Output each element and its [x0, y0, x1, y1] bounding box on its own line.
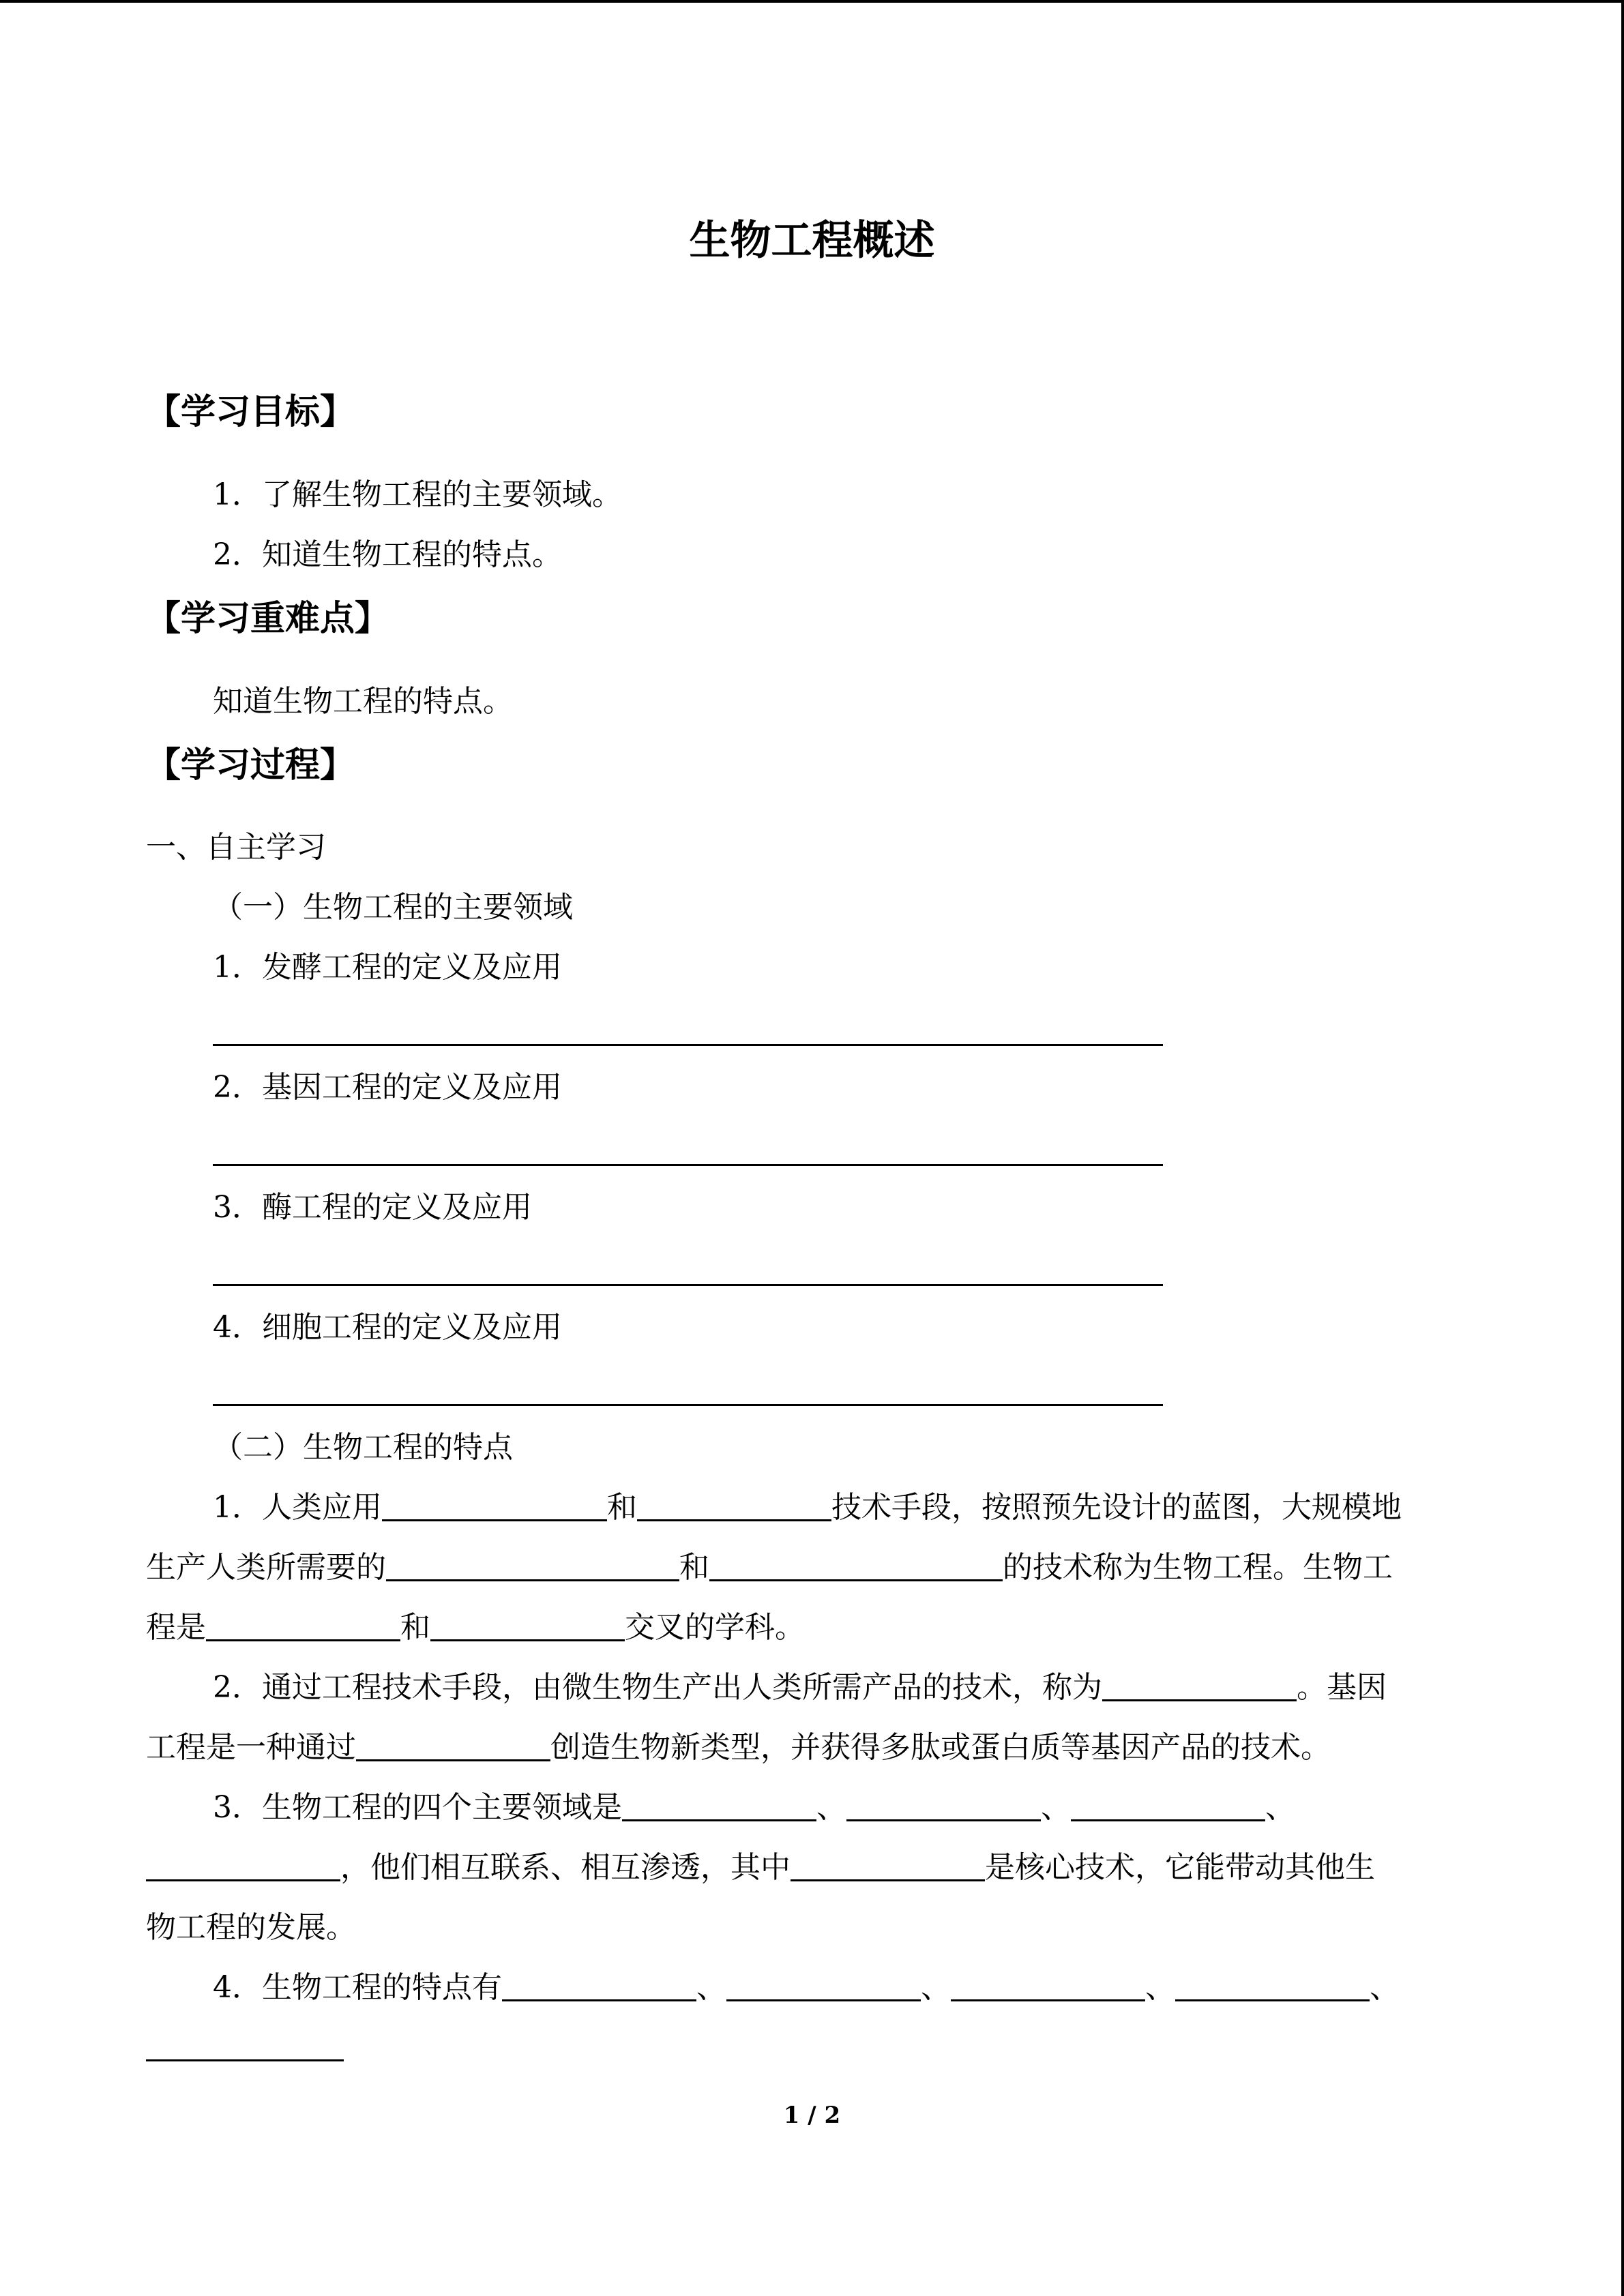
field-item-2: 2．基因工程的定义及应用	[213, 1070, 562, 1105]
question-3-line-3: 物工程的发展。	[146, 1910, 356, 1945]
page-border-right	[1621, 0, 1624, 2296]
question-1-line-3: 程是 和 交叉的学科。	[146, 1610, 805, 1645]
blank[interactable]	[206, 1609, 400, 1641]
blank[interactable]	[726, 1969, 921, 2001]
heading-objectives: 【学习目标】	[146, 392, 355, 432]
blank[interactable]	[637, 1489, 831, 1521]
field-item-4: 4．细胞工程的定义及应用	[213, 1310, 562, 1345]
blank[interactable]	[709, 1549, 1003, 1581]
blank[interactable]	[622, 1789, 816, 1821]
heading-process: 【学习过程】	[146, 745, 355, 786]
blank[interactable]	[430, 1609, 625, 1641]
field-item-3: 3．酶工程的定义及应用	[213, 1190, 532, 1225]
page-border-top	[0, 0, 1624, 3]
answer-line-2[interactable]	[213, 1164, 1163, 1166]
blank[interactable]	[382, 1489, 607, 1521]
answer-line-1[interactable]	[213, 1044, 1163, 1046]
blank[interactable]	[846, 1789, 1041, 1821]
blank[interactable]	[146, 2029, 344, 2061]
question-3-line-2: ，他们相互联系、相互渗透，其中 是核心技术，它能带动其他生	[146, 1847, 1375, 1889]
objective-1: 1．了解生物工程的主要领域。	[213, 477, 622, 512]
part-self-study: 一、自主学习	[146, 830, 326, 865]
question-2-line-1: 2．通过工程技术手段，由微生物生产出人类所需产品的技术，称为 。基因	[213, 1670, 1387, 1705]
subsection-fields: （一）生物工程的主要领域	[213, 890, 573, 925]
blank[interactable]	[386, 1549, 679, 1581]
blank[interactable]	[356, 1729, 550, 1761]
blank[interactable]	[791, 1849, 985, 1881]
question-1-line-1: 1．人类应用 和 技术手段，按照预先设计的蓝图，大规模地	[213, 1490, 1402, 1525]
page-number: 1 / 2	[783, 2102, 841, 2129]
subsection-features: （二）生物工程的特点	[213, 1430, 513, 1465]
blank[interactable]	[502, 1969, 696, 2001]
question-2-line-2: 工程是一种通过 创造生物新类型，并获得多肽或蛋白质等基因产品的技术。	[146, 1730, 1331, 1765]
question-1-line-2: 生产人类所需要的 和 的技术称为生物工程。生物工	[146, 1550, 1393, 1585]
question-4-line-2	[146, 2027, 344, 2069]
blank[interactable]	[146, 1849, 340, 1881]
blank[interactable]	[1175, 1969, 1370, 2001]
blank[interactable]	[1102, 1669, 1297, 1701]
blank[interactable]	[951, 1969, 1145, 2001]
answer-line-3[interactable]	[213, 1284, 1163, 1286]
page-title: 生物工程概述	[689, 217, 935, 265]
heading-key-points: 【学习重难点】	[146, 599, 390, 639]
question-3-line-1: 3．生物工程的四个主要领域是 、 、 、	[213, 1790, 1295, 1825]
field-item-1: 1．发酵工程的定义及应用	[213, 950, 562, 985]
blank[interactable]	[1071, 1789, 1265, 1821]
key-point-text: 知道生物工程的特点。	[213, 684, 513, 719]
answer-line-4[interactable]	[213, 1404, 1163, 1406]
question-4-line-1: 4．生物工程的特点有 、 、 、 、	[213, 1970, 1400, 2005]
objective-2: 2．知道生物工程的特点。	[213, 537, 562, 572]
